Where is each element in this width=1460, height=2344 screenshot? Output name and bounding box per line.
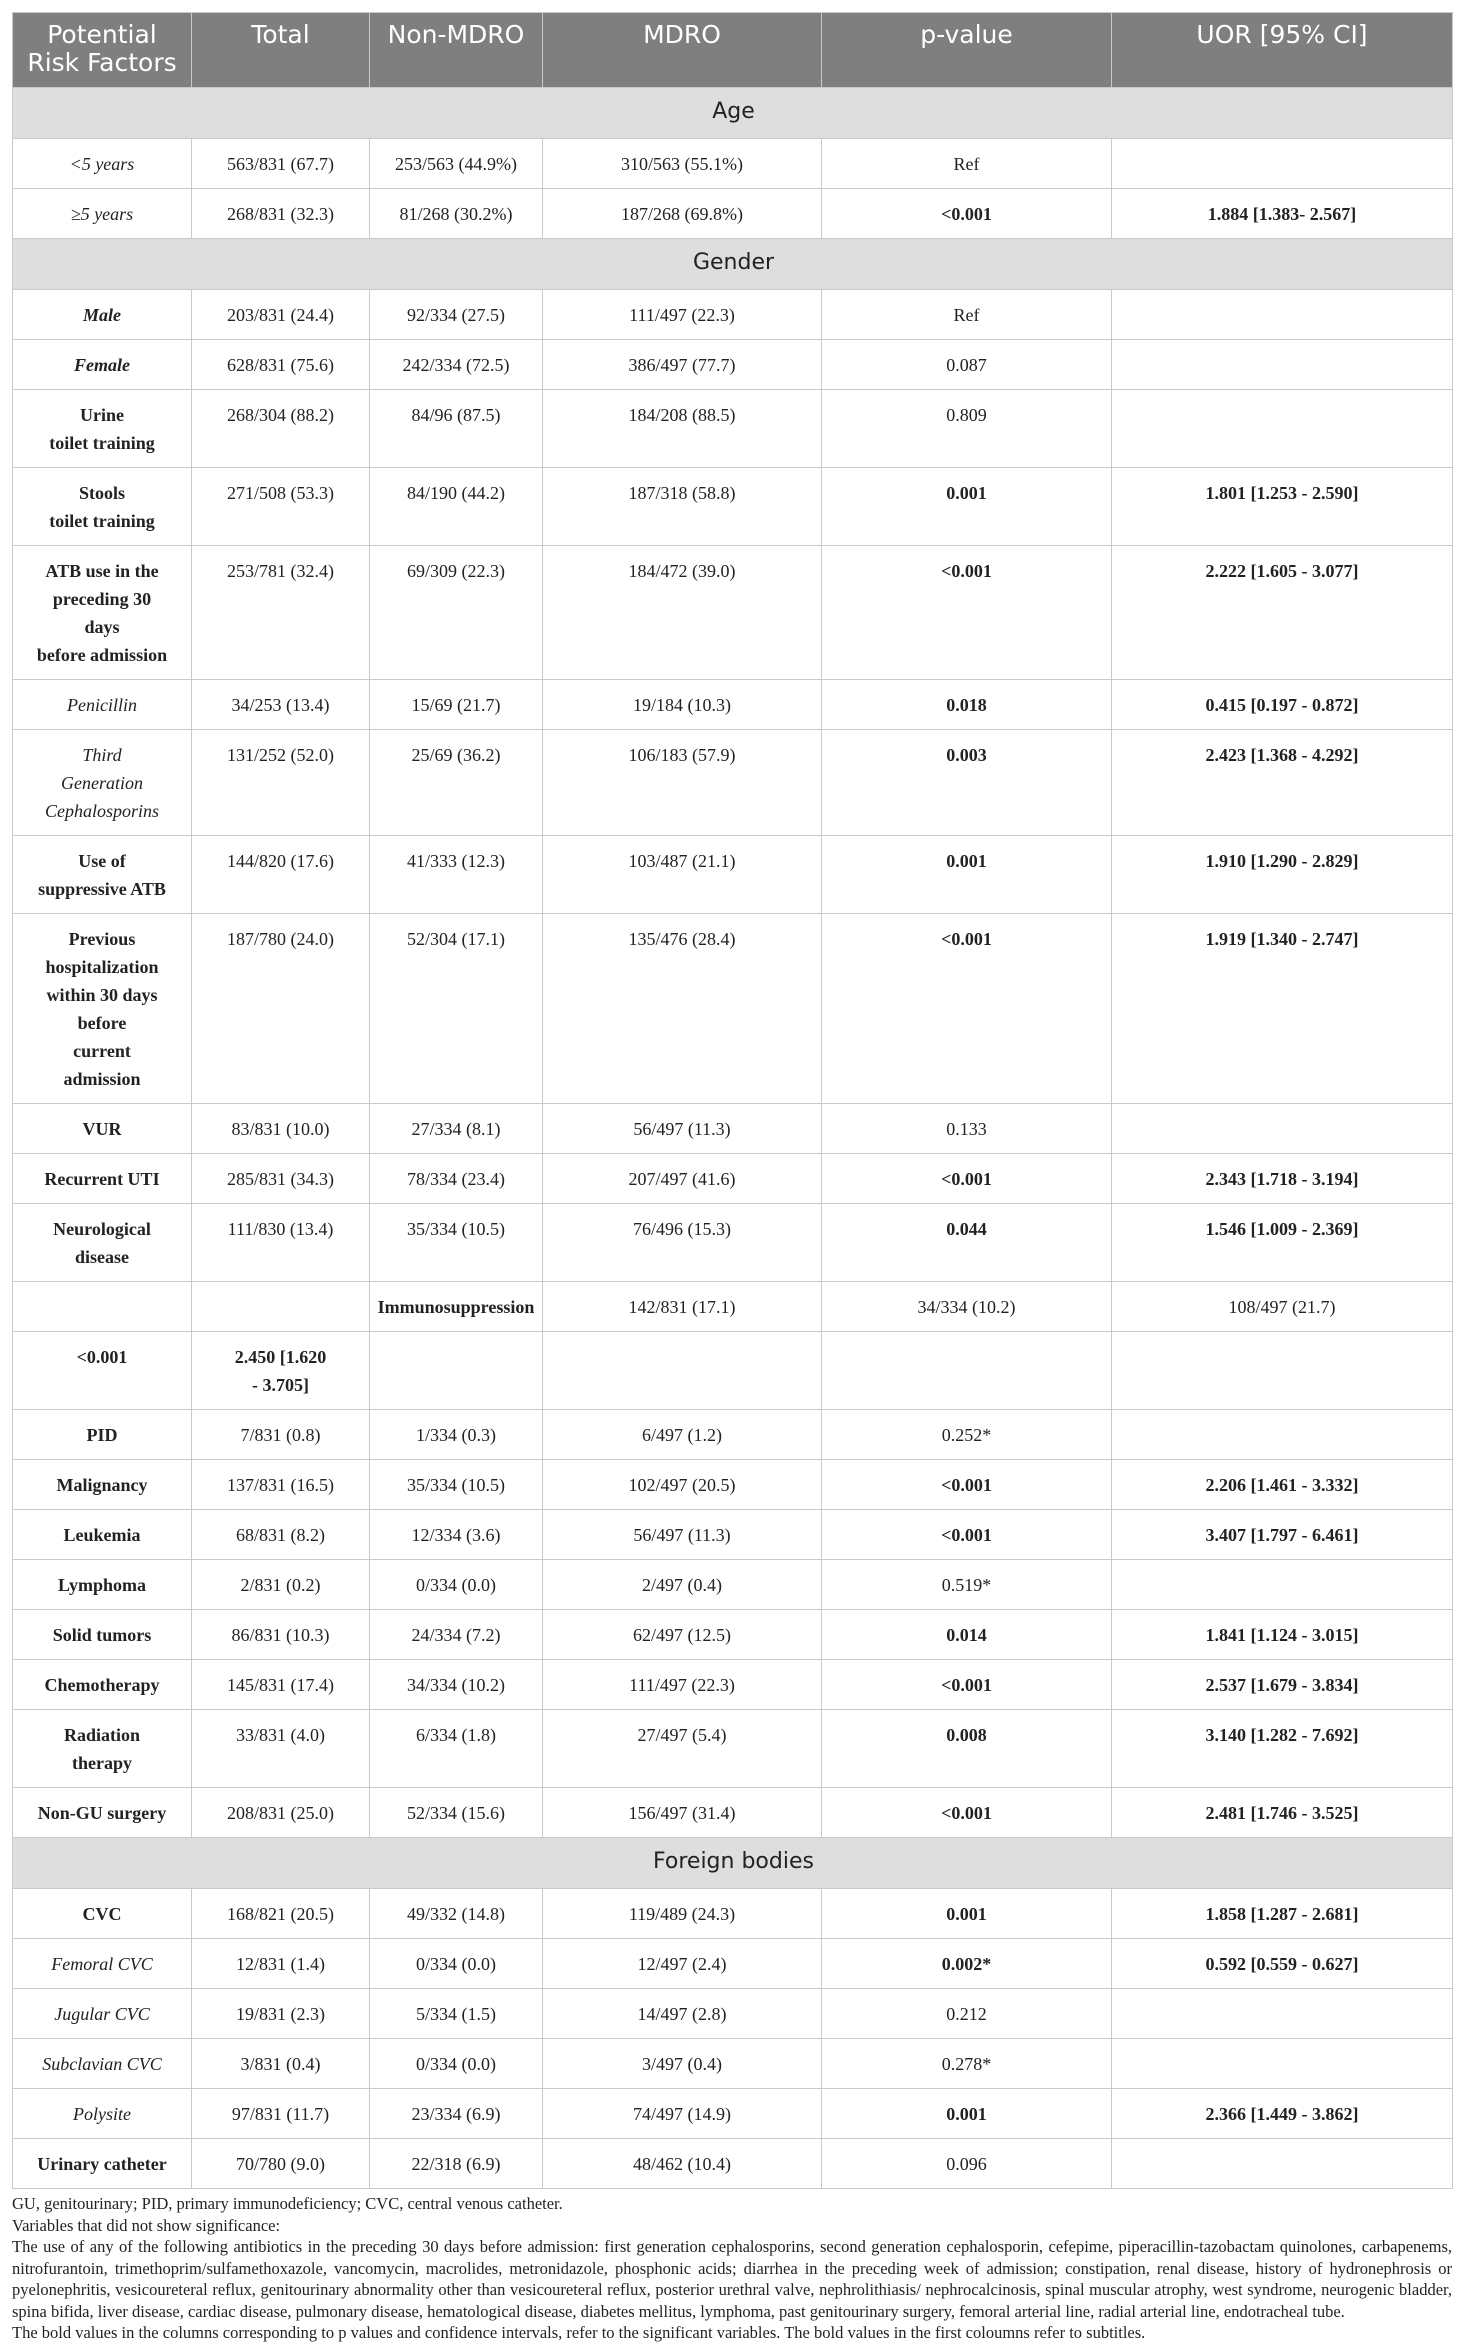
uor-cell: 1.841 [1.124 - 3.015] xyxy=(1112,1610,1453,1660)
footnote-abbreviations: GU, genitourinary; PID, primary immunodeficiency; CVC, central venous catheter. xyxy=(12,2194,563,2213)
uor-cell xyxy=(1112,1410,1453,1460)
uor-cell: 1.546 [1.009 - 2.369] xyxy=(1112,1204,1453,1282)
table-row xyxy=(13,139,1453,189)
mdro-cell: 6/497 (1.2) xyxy=(543,1410,822,1460)
uor-cell xyxy=(1112,1560,1453,1610)
non-mdro-cell: 22/318 (6.9) xyxy=(370,2139,543,2189)
uor-cell: 1.884 [1.383- 2.567] xyxy=(1112,189,1453,239)
risk-factor-cell: Chemotherapy xyxy=(13,1660,192,1710)
mdro-cell: 106/183 (57.9) xyxy=(543,730,822,836)
table-row xyxy=(13,680,1453,730)
non-mdro-cell: 84/96 (87.5) xyxy=(370,390,543,468)
risk-factor-cell: Third Generation Cephalosporins xyxy=(13,730,192,836)
risk-factor-table xyxy=(12,12,1453,2189)
risk-factor-cell: Solid tumors xyxy=(13,1610,192,1660)
non-mdro-cell xyxy=(370,1332,543,1410)
section-age: Age xyxy=(13,88,1453,139)
header-p-value: p-value xyxy=(822,13,1112,88)
total-cell: 628/831 (75.6) xyxy=(192,340,370,390)
risk-factor-cell: Male xyxy=(13,290,192,340)
mdro-cell: 56/497 (11.3) xyxy=(543,1510,822,1560)
table-row xyxy=(13,2089,1453,2139)
table-row xyxy=(13,730,1453,836)
non-mdro-cell: 24/334 (7.2) xyxy=(370,1610,543,1660)
uor-cell xyxy=(1112,2039,1453,2089)
mdro-cell xyxy=(543,1332,822,1410)
risk-factor-cell: ATB use in the preceding 30 days before admission xyxy=(13,546,192,680)
mdro-cell: 48/462 (10.4) xyxy=(543,2139,822,2189)
uor-cell xyxy=(1112,1332,1453,1410)
total-cell: 268/831 (32.3) xyxy=(192,189,370,239)
table-row xyxy=(13,836,1453,914)
table-row xyxy=(13,1710,1453,1788)
non-mdro-cell: 34/334 (10.2) xyxy=(370,1660,543,1710)
p-value-cell: <0.001 xyxy=(822,189,1112,239)
p-value-cell: 0.252* xyxy=(822,1410,1112,1460)
non-mdro-cell: Immunosuppression xyxy=(370,1282,543,1332)
non-mdro-cell: 52/304 (17.1) xyxy=(370,914,543,1104)
uor-cell xyxy=(1112,390,1453,468)
uor-cell xyxy=(1112,340,1453,390)
table-row xyxy=(13,1939,1453,1989)
total-cell: 3/831 (0.4) xyxy=(192,2039,370,2089)
non-mdro-cell: 35/334 (10.5) xyxy=(370,1204,543,1282)
uor-cell: 2.423 [1.368 - 4.292] xyxy=(1112,730,1453,836)
table-row xyxy=(13,1154,1453,1204)
total-cell: 33/831 (4.0) xyxy=(192,1710,370,1788)
risk-factor-cell: Recurrent UTI xyxy=(13,1154,192,1204)
table-row xyxy=(13,2039,1453,2089)
mdro-cell: 56/497 (11.3) xyxy=(543,1104,822,1154)
header-risk-factors: Potential Risk Factors xyxy=(13,13,192,88)
p-value-cell: <0.001 xyxy=(822,914,1112,1104)
table-row xyxy=(13,914,1453,1104)
table-row xyxy=(13,1410,1453,1460)
table-row xyxy=(13,546,1453,680)
table-row xyxy=(13,1610,1453,1660)
risk-factor-cell: Previous hospitalization within 30 days before current admission xyxy=(13,914,192,1104)
mdro-cell: 62/497 (12.5) xyxy=(543,1610,822,1660)
non-mdro-cell: 1/334 (0.3) xyxy=(370,1410,543,1460)
table-row xyxy=(13,1788,1453,1838)
mdro-cell: 76/496 (15.3) xyxy=(543,1204,822,1282)
risk-factor-cell: Subclavian CVC xyxy=(13,2039,192,2089)
non-mdro-cell: 49/332 (14.8) xyxy=(370,1889,543,1939)
risk-factor-cell: Jugular CVC xyxy=(13,1989,192,2039)
p-value-cell: 0.044 xyxy=(822,1204,1112,1282)
uor-cell: 2.206 [1.461 - 3.332] xyxy=(1112,1460,1453,1510)
non-mdro-cell: 25/69 (36.2) xyxy=(370,730,543,836)
uor-cell: 2.537 [1.679 - 3.834] xyxy=(1112,1660,1453,1710)
p-value-cell: 0.133 xyxy=(822,1104,1112,1154)
risk-factor-cell xyxy=(13,1282,192,1332)
total-cell: 203/831 (24.4) xyxy=(192,290,370,340)
p-value-cell: 0.018 xyxy=(822,680,1112,730)
table-row xyxy=(13,189,1453,239)
total-cell: 253/781 (32.4) xyxy=(192,546,370,680)
mdro-cell: 207/497 (41.6) xyxy=(543,1154,822,1204)
risk-factor-cell: Stools toilet training xyxy=(13,468,192,546)
risk-factor-cell: Penicillin xyxy=(13,680,192,730)
total-cell: 7/831 (0.8) xyxy=(192,1410,370,1460)
section-gender: Gender xyxy=(13,239,1453,290)
table-row xyxy=(13,1660,1453,1710)
mdro-cell: 102/497 (20.5) xyxy=(543,1460,822,1510)
p-value-cell: 0.001 xyxy=(822,836,1112,914)
mdro-cell: 184/208 (88.5) xyxy=(543,390,822,468)
mdro-cell: 14/497 (2.8) xyxy=(543,1989,822,2039)
table-footnotes xyxy=(12,2193,1452,2344)
p-value-cell: 0.096 xyxy=(822,2139,1112,2189)
non-mdro-cell: 12/334 (3.6) xyxy=(370,1510,543,1560)
total-cell: 144/820 (17.6) xyxy=(192,836,370,914)
total-cell: 187/780 (24.0) xyxy=(192,914,370,1104)
p-value-cell: 0.212 xyxy=(822,1989,1112,2039)
p-value-cell: Ref xyxy=(822,290,1112,340)
p-value-cell: 0.001 xyxy=(822,1889,1112,1939)
section-foreign-bodies: Foreign bodies xyxy=(13,1838,1453,1889)
risk-factor-cell: Use of suppressive ATB xyxy=(13,836,192,914)
risk-factor-cell: <5 years xyxy=(13,139,192,189)
risk-factor-cell: PID xyxy=(13,1410,192,1460)
non-mdro-cell: 15/69 (21.7) xyxy=(370,680,543,730)
total-cell: 19/831 (2.3) xyxy=(192,1989,370,2039)
total-cell: 97/831 (11.7) xyxy=(192,2089,370,2139)
total-cell: 137/831 (16.5) xyxy=(192,1460,370,1510)
p-value-cell: <0.001 xyxy=(822,1660,1112,1710)
mdro-cell: 111/497 (22.3) xyxy=(543,1660,822,1710)
uor-cell: 0.592 [0.559 - 0.627] xyxy=(1112,1939,1453,1989)
non-mdro-cell: 81/268 (30.2%) xyxy=(370,189,543,239)
risk-factor-cell: Female xyxy=(13,340,192,390)
mdro-cell: 19/184 (10.3) xyxy=(543,680,822,730)
mdro-cell: 103/487 (21.1) xyxy=(543,836,822,914)
non-mdro-cell: 0/334 (0.0) xyxy=(370,1560,543,1610)
mdro-cell: 184/472 (39.0) xyxy=(543,546,822,680)
p-value-cell: 0.001 xyxy=(822,468,1112,546)
table-row xyxy=(13,340,1453,390)
non-mdro-cell: 0/334 (0.0) xyxy=(370,1939,543,1989)
risk-factor-cell: VUR xyxy=(13,1104,192,1154)
mdro-cell: 156/497 (31.4) xyxy=(543,1788,822,1838)
mdro-cell: 386/497 (77.7) xyxy=(543,340,822,390)
header-row xyxy=(13,13,1453,88)
total-cell: 208/831 (25.0) xyxy=(192,1788,370,1838)
total-cell: 34/253 (13.4) xyxy=(192,680,370,730)
table-row xyxy=(13,468,1453,546)
mdro-cell: 27/497 (5.4) xyxy=(543,1710,822,1788)
table-row xyxy=(13,1204,1453,1282)
total-cell: 285/831 (34.3) xyxy=(192,1154,370,1204)
uor-cell: 0.415 [0.197 - 0.872] xyxy=(1112,680,1453,730)
total-cell: 2/831 (0.2) xyxy=(192,1560,370,1610)
total-cell: 111/830 (13.4) xyxy=(192,1204,370,1282)
uor-cell: 1.910 [1.290 - 2.829] xyxy=(1112,836,1453,914)
non-mdro-cell: 78/334 (23.4) xyxy=(370,1154,543,1204)
non-mdro-cell: 0/334 (0.0) xyxy=(370,2039,543,2089)
uor-cell xyxy=(1112,2139,1453,2189)
total-cell: 168/821 (20.5) xyxy=(192,1889,370,1939)
p-value-cell: <0.001 xyxy=(822,1154,1112,1204)
non-mdro-cell: 41/333 (12.3) xyxy=(370,836,543,914)
p-value-cell: Ref xyxy=(822,139,1112,189)
footnote-nonsig-title: Variables that did not show significance: xyxy=(12,2215,281,2235)
mdro-cell: 3/497 (0.4) xyxy=(543,2039,822,2089)
risk-factor-cell: Neurological disease xyxy=(13,1204,192,1282)
p-value-cell: 0.001 xyxy=(822,2089,1112,2139)
total-cell: 12/831 (1.4) xyxy=(192,1939,370,1989)
table-row xyxy=(13,290,1453,340)
p-value-cell xyxy=(822,1332,1112,1410)
total-cell: 268/304 (88.2) xyxy=(192,390,370,468)
mdro-cell: 12/497 (2.4) xyxy=(543,1939,822,1989)
table-row xyxy=(13,1560,1453,1610)
non-mdro-cell: 242/334 (72.5) xyxy=(370,340,543,390)
mdro-cell: 135/476 (28.4) xyxy=(543,914,822,1104)
risk-factor-cell: Urine toilet training xyxy=(13,390,192,468)
non-mdro-cell: 5/334 (1.5) xyxy=(370,1989,543,2039)
uor-cell xyxy=(1112,139,1453,189)
header-total: Total xyxy=(192,13,370,88)
uor-cell: 3.407 [1.797 - 6.461] xyxy=(1112,1510,1453,1560)
risk-factor-cell: Non-GU surgery xyxy=(13,1788,192,1838)
non-mdro-cell: 52/334 (15.6) xyxy=(370,1788,543,1838)
header-mdro: MDRO xyxy=(543,13,822,88)
uor-cell: 2.481 [1.746 - 3.525] xyxy=(1112,1788,1453,1838)
risk-factor-cell: Polysite xyxy=(13,2089,192,2139)
total-cell: 2.450 [1.620 - 3.705] xyxy=(192,1332,370,1410)
mdro-cell: 111/497 (22.3) xyxy=(543,290,822,340)
table-row xyxy=(13,1889,1453,1939)
p-value-cell: <0.001 xyxy=(822,546,1112,680)
table-row xyxy=(13,1332,1453,1410)
p-value-cell: 0.087 xyxy=(822,340,1112,390)
non-mdro-cell: 6/334 (1.8) xyxy=(370,1710,543,1788)
p-value-cell: <0.001 xyxy=(822,1460,1112,1510)
table-row xyxy=(13,2139,1453,2189)
uor-cell xyxy=(1112,290,1453,340)
total-cell: 86/831 (10.3) xyxy=(192,1610,370,1660)
uor-cell xyxy=(1112,1104,1453,1154)
mdro-cell: 2/497 (0.4) xyxy=(543,1560,822,1610)
table-row xyxy=(13,1460,1453,1510)
header-non-mdro: Non-MDRO xyxy=(370,13,543,88)
uor-cell: 2.222 [1.605 - 3.077] xyxy=(1112,546,1453,680)
mdro-cell: 310/563 (55.1%) xyxy=(543,139,822,189)
risk-factor-cell: Radiation therapy xyxy=(13,1710,192,1788)
non-mdro-cell: 84/190 (44.2) xyxy=(370,468,543,546)
table-row xyxy=(13,1104,1453,1154)
uor-cell: 1.858 [1.287 - 2.681] xyxy=(1112,1889,1453,1939)
total-cell: 145/831 (17.4) xyxy=(192,1660,370,1710)
non-mdro-cell: 253/563 (44.9%) xyxy=(370,139,543,189)
risk-factor-cell: Leukemia xyxy=(13,1510,192,1560)
risk-factor-cell: <0.001 xyxy=(13,1332,192,1410)
p-value-cell: 0.003 xyxy=(822,730,1112,836)
footnote-nonsig-text: The use of any of the following antibiotics in the preceding 30 days before admission: first generation cephalosporins, second generation cephalosporin, cefepime, piperacillin-tazobactam quinolones, carbapenems, nitrofurantoin, trimethoprim/sulfamethoxazole, vancomycin, macrolides, metronidazole, phosphonic acids; diarrhea in the preceding week of admission; constipation, renal disease, history of hydronephrosis or pyelonephritis, vesicoureteral reflux, genitourinary abnormality other than vesicoureteral reflux, posterior urethral valve, nephrolithiasis/ nephrocalcinosis, spinal muscular atrophy, west syndrome, neurogenic bladder, spina bifida, liver disease, cardiac disease, pulmonary disease, hematological disease, diabetes mellitus, lymphoma, past genitourinary surgery, femoral arterial line, radial arterial line, endotracheal tube. xyxy=(12,2237,1452,2321)
non-mdro-cell: 27/334 (8.1) xyxy=(370,1104,543,1154)
risk-factor-cell: Femoral CVC xyxy=(13,1939,192,1989)
p-value-cell: 0.014 xyxy=(822,1610,1112,1660)
p-value-cell: 0.809 xyxy=(822,390,1112,468)
non-mdro-cell: 69/309 (22.3) xyxy=(370,546,543,680)
total-cell: 68/831 (8.2) xyxy=(192,1510,370,1560)
mdro-cell: 142/831 (17.1) xyxy=(543,1282,822,1332)
uor-cell: 2.366 [1.449 - 3.862] xyxy=(1112,2089,1453,2139)
uor-cell: 1.919 [1.340 - 2.747] xyxy=(1112,914,1453,1104)
risk-factor-cell: Urinary catheter xyxy=(13,2139,192,2189)
p-value-cell: <0.001 xyxy=(822,1510,1112,1560)
uor-cell: 1.801 [1.253 - 2.590] xyxy=(1112,468,1453,546)
uor-cell: 2.343 [1.718 - 3.194] xyxy=(1112,1154,1453,1204)
table-container xyxy=(12,12,1452,2344)
p-value-cell: 0.008 xyxy=(822,1710,1112,1788)
total-cell: 70/780 (9.0) xyxy=(192,2139,370,2189)
risk-factor-cell: Malignancy xyxy=(13,1460,192,1510)
p-value-cell: 0.519* xyxy=(822,1560,1112,1610)
uor-cell: 3.140 [1.282 - 7.692] xyxy=(1112,1710,1453,1788)
total-cell: 131/252 (52.0) xyxy=(192,730,370,836)
risk-factor-cell: Lymphoma xyxy=(13,1560,192,1610)
table-row xyxy=(13,1989,1453,2039)
mdro-cell: 74/497 (14.9) xyxy=(543,2089,822,2139)
table-row xyxy=(13,1510,1453,1560)
total-cell: 271/508 (53.3) xyxy=(192,468,370,546)
total-cell: 563/831 (67.7) xyxy=(192,139,370,189)
total-cell xyxy=(192,1282,370,1332)
header-uor: UOR [95% CI] xyxy=(1112,13,1453,88)
p-value-cell: 34/334 (10.2) xyxy=(822,1282,1112,1332)
uor-cell: 108/497 (21.7) xyxy=(1112,1282,1453,1332)
total-cell: 83/831 (10.0) xyxy=(192,1104,370,1154)
mdro-cell: 187/268 (69.8%) xyxy=(543,189,822,239)
non-mdro-cell: 23/334 (6.9) xyxy=(370,2089,543,2139)
table-row xyxy=(13,390,1453,468)
footnote-bold-note: The bold values in the columns corresponding to p values and confidence intervals, refer to the significant variables. The bold values in the first coloumns refer to subtitles. xyxy=(12,2323,1146,2342)
uor-cell xyxy=(1112,1989,1453,2039)
non-mdro-cell: 35/334 (10.5) xyxy=(370,1460,543,1510)
risk-factor-cell: CVC xyxy=(13,1889,192,1939)
non-mdro-cell: 92/334 (27.5) xyxy=(370,290,543,340)
mdro-cell: 187/318 (58.8) xyxy=(543,468,822,546)
p-value-cell: 0.278* xyxy=(822,2039,1112,2089)
risk-factor-cell: ≥5 years xyxy=(13,189,192,239)
table-row xyxy=(13,1282,1453,1332)
p-value-cell: 0.002* xyxy=(822,1939,1112,1989)
p-value-cell: <0.001 xyxy=(822,1788,1112,1838)
mdro-cell: 119/489 (24.3) xyxy=(543,1889,822,1939)
